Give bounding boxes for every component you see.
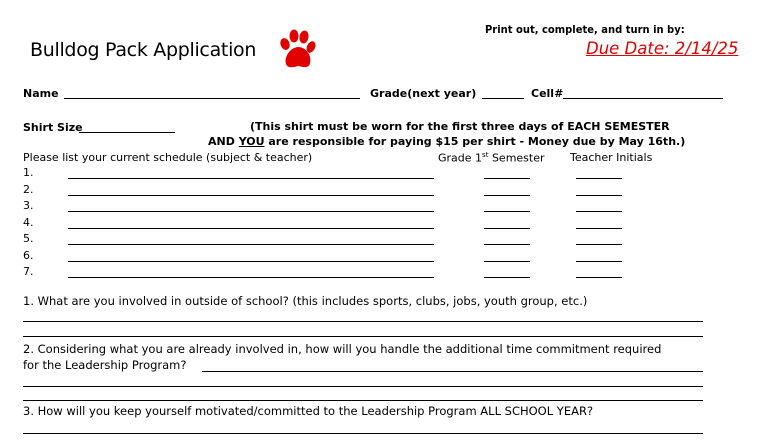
- schedule-initials-field[interactable]: [576, 178, 622, 179]
- schedule-grade-field[interactable]: [484, 178, 530, 179]
- question-2-line-2: for the Leadership Program?: [23, 358, 187, 372]
- schedule-initials-field[interactable]: [576, 244, 622, 245]
- schedule-instruction: Please list your current schedule (subject & teacher): [23, 151, 313, 164]
- schedule-initials-field[interactable]: [576, 195, 622, 196]
- schedule-row-number: 6.: [23, 248, 34, 262]
- answer-2-line-1[interactable]: [202, 371, 703, 372]
- schedule-row-number: 1.: [23, 166, 34, 179]
- schedule-grade-field[interactable]: [484, 244, 530, 245]
- name-label: Name: [23, 87, 59, 100]
- name-field[interactable]: [64, 98, 360, 99]
- schedule-subject-field[interactable]: [68, 244, 434, 245]
- schedule-subject-field[interactable]: [68, 277, 434, 278]
- grade-field[interactable]: [482, 98, 524, 99]
- schedule-subject-field[interactable]: [68, 261, 434, 262]
- shirt-note-line1: (This shirt must be worn for the first three days of EACH SEMESTER: [250, 120, 670, 133]
- answer-2-line-2[interactable]: [23, 386, 703, 387]
- cell-label: Cell#: [531, 87, 564, 100]
- schedule-initials-field[interactable]: [576, 211, 622, 212]
- cell-field[interactable]: [563, 98, 723, 99]
- shirt-size-field[interactable]: [79, 132, 175, 133]
- question-1: 1. What are you involved in outside of school? (this includes sports, clubs, jobs, youth group, etc.): [23, 294, 588, 308]
- grade-semester-header: Grade 1st Semester: [438, 151, 545, 165]
- schedule-initials-field[interactable]: [576, 261, 622, 262]
- question-3: 3. How will you keep yourself motivated/committed to the Leadership Program ALL SCHOOL YEAR?: [23, 404, 594, 418]
- paw-print-icon: [276, 27, 316, 71]
- schedule-initials-field[interactable]: [576, 228, 622, 229]
- grade-label: Grade(next year): [370, 87, 477, 100]
- schedule-subject-field[interactable]: [68, 178, 434, 179]
- schedule-initials-field[interactable]: [576, 277, 622, 278]
- schedule-subject-field[interactable]: [68, 195, 434, 196]
- shirt-size-label: Shirt Size: [23, 121, 83, 134]
- answer-1-line-2[interactable]: [23, 336, 703, 337]
- schedule-grade-field[interactable]: [484, 261, 530, 262]
- schedule-grade-field[interactable]: [484, 277, 530, 278]
- schedule-subject-field[interactable]: [68, 228, 434, 229]
- schedule-row-number: 2.: [23, 182, 34, 196]
- schedule-grade-field[interactable]: [484, 228, 530, 229]
- shirt-note-line2: AND YOU are responsible for paying $15 per shirt - Money due by May 16th.): [208, 135, 686, 148]
- schedule-row-number: 4.: [23, 215, 34, 229]
- answer-3-line-1[interactable]: [23, 433, 703, 434]
- answer-1-line-1[interactable]: [23, 321, 703, 322]
- question-2-line-1: 2. Considering what you are already involved in, how will you handle the additional time commitment required: [23, 342, 662, 356]
- schedule-row-number: 3.: [23, 199, 34, 212]
- schedule-row-number: 5.: [23, 232, 34, 245]
- page-title: Bulldog Pack Application: [30, 39, 257, 61]
- print-instructions: Print out, complete, and turn in by:: [485, 24, 685, 36]
- answer-2-line-3[interactable]: [23, 400, 703, 401]
- teacher-initials-header: Teacher Initials: [570, 151, 653, 164]
- schedule-grade-field[interactable]: [484, 195, 530, 196]
- schedule-grade-field[interactable]: [484, 211, 530, 212]
- schedule-row-number: 7.: [23, 265, 34, 278]
- due-date: Due Date: 2/14/25: [586, 39, 739, 58]
- schedule-subject-field[interactable]: [68, 211, 434, 212]
- you-emphasis: YOU: [238, 135, 265, 148]
